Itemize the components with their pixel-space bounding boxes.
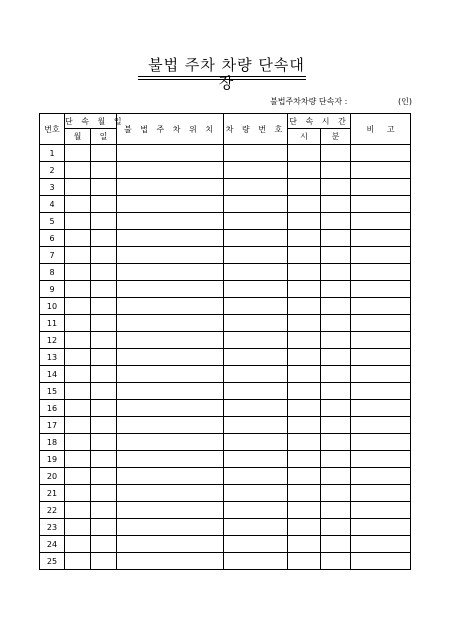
location-cell[interactable] [117,281,224,298]
location-cell[interactable] [117,162,224,179]
hour-cell[interactable] [288,332,321,349]
remarks-cell[interactable] [351,264,411,281]
month-cell[interactable] [65,281,91,298]
remarks-cell[interactable] [351,400,411,417]
minute-cell[interactable] [321,485,351,502]
table-row [40,213,411,230]
month-cell[interactable] [65,315,91,332]
day-cell[interactable] [91,179,117,196]
row-number: 19 [40,451,65,468]
month-cell[interactable] [65,230,91,247]
header-enforcement-date: 단 속 월 일 [65,114,117,129]
remarks-cell[interactable] [351,332,411,349]
month-cell[interactable] [65,213,91,230]
table-row [40,536,411,553]
header-vehicle-number: 차 량 번 호 [224,114,288,145]
location-cell[interactable] [117,315,224,332]
hour-cell[interactable] [288,179,321,196]
minute-cell[interactable] [321,162,351,179]
vehicle-number-cell[interactable] [224,179,288,196]
hour-cell[interactable] [288,400,321,417]
vehicle-number-cell[interactable] [224,553,288,570]
remarks-cell[interactable] [351,485,411,502]
minute-cell[interactable] [321,298,351,315]
vehicle-number-cell[interactable] [224,536,288,553]
day-cell[interactable] [91,451,117,468]
row-number: 2 [40,162,65,179]
month-cell[interactable] [65,383,91,400]
vehicle-number-cell[interactable] [224,451,288,468]
day-cell[interactable] [91,502,117,519]
row-number: 11 [40,315,65,332]
month-cell[interactable] [65,434,91,451]
remarks-cell[interactable] [351,366,411,383]
vehicle-number-cell[interactable] [224,502,288,519]
minute-cell[interactable] [321,145,351,162]
hour-cell[interactable] [288,349,321,366]
hour-cell[interactable] [288,264,321,281]
remarks-cell[interactable] [351,213,411,230]
parking-enforcement-table [39,113,411,570]
month-cell[interactable] [65,451,91,468]
day-cell[interactable] [91,553,117,570]
location-cell[interactable] [117,468,224,485]
table-row [40,519,411,536]
row-number: 10 [40,298,65,315]
vehicle-number-cell[interactable] [224,417,288,434]
minute-cell[interactable] [321,366,351,383]
vehicle-number-cell[interactable] [224,400,288,417]
month-cell[interactable] [65,468,91,485]
remarks-cell[interactable] [351,417,411,434]
minute-cell[interactable] [321,468,351,485]
remarks-cell[interactable] [351,145,411,162]
day-cell[interactable] [91,162,117,179]
minute-cell[interactable] [321,434,351,451]
location-cell[interactable] [117,485,224,502]
day-cell[interactable] [91,298,117,315]
minute-cell[interactable] [321,349,351,366]
header-day: 일 [91,129,117,145]
minute-cell[interactable] [321,264,351,281]
minute-cell[interactable] [321,247,351,264]
month-cell[interactable] [65,553,91,570]
minute-cell[interactable] [321,315,351,332]
day-cell[interactable] [91,400,117,417]
minute-cell[interactable] [321,400,351,417]
hour-cell[interactable] [288,145,321,162]
month-cell[interactable] [65,417,91,434]
row-number: 21 [40,485,65,502]
table-row [40,383,411,400]
vehicle-number-cell[interactable] [224,332,288,349]
row-number: 14 [40,366,65,383]
day-cell[interactable] [91,213,117,230]
hour-cell[interactable] [288,230,321,247]
day-cell[interactable] [91,468,117,485]
table-row [40,434,411,451]
hour-cell[interactable] [288,519,321,536]
remarks-cell[interactable] [351,451,411,468]
table-body [40,145,411,570]
header-minute: 분 [321,129,351,145]
remarks-cell[interactable] [351,298,411,315]
inspector-line [270,96,412,108]
month-cell[interactable] [65,298,91,315]
header-number: 번호 [40,114,65,145]
minute-cell[interactable] [321,536,351,553]
remarks-cell[interactable] [351,434,411,451]
day-cell[interactable] [91,264,117,281]
hour-cell[interactable] [288,485,321,502]
row-number: 3 [40,179,65,196]
day-cell[interactable] [91,281,117,298]
vehicle-number-cell[interactable] [224,349,288,366]
day-cell[interactable] [91,247,117,264]
remarks-cell[interactable] [351,519,411,536]
vehicle-number-cell[interactable] [224,281,288,298]
location-cell[interactable] [117,536,224,553]
vehicle-number-cell[interactable] [224,485,288,502]
hour-cell[interactable] [288,536,321,553]
table-row [40,451,411,468]
day-cell[interactable] [91,519,117,536]
table-row [40,145,411,162]
day-cell[interactable] [91,434,117,451]
month-cell[interactable] [65,247,91,264]
hour-cell[interactable] [288,553,321,570]
location-cell[interactable] [117,400,224,417]
location-cell[interactable] [117,553,224,570]
location-cell[interactable] [117,179,224,196]
day-cell[interactable] [91,315,117,332]
hour-cell[interactable] [288,315,321,332]
day-cell[interactable] [91,536,117,553]
location-cell[interactable] [117,383,224,400]
location-cell[interactable] [117,213,224,230]
month-cell[interactable] [65,536,91,553]
row-number: 12 [40,332,65,349]
vehicle-number-cell[interactable] [224,366,288,383]
vehicle-number-cell[interactable] [224,162,288,179]
location-cell[interactable] [117,196,224,213]
month-cell[interactable] [65,519,91,536]
remarks-cell[interactable] [351,196,411,213]
location-cell[interactable] [117,434,224,451]
day-cell[interactable] [91,417,117,434]
row-number: 6 [40,230,65,247]
month-cell[interactable] [65,485,91,502]
vehicle-number-cell[interactable] [224,315,288,332]
minute-cell[interactable] [321,196,351,213]
vehicle-number-cell[interactable] [224,213,288,230]
vehicle-number-cell[interactable] [224,196,288,213]
row-number: 16 [40,400,65,417]
minute-cell[interactable] [321,383,351,400]
day-cell[interactable] [91,383,117,400]
hour-cell[interactable] [288,298,321,315]
remarks-cell[interactable] [351,383,411,400]
row-number: 8 [40,264,65,281]
table-row [40,264,411,281]
header-location: 불 법 주 차 위 치 [117,114,224,145]
day-cell[interactable] [91,230,117,247]
title-underline-bottom [138,79,306,80]
header-remarks: 비 고 [351,114,411,145]
row-number: 22 [40,502,65,519]
header-month: 월 [65,129,91,145]
table-row [40,417,411,434]
hour-cell[interactable] [288,383,321,400]
row-number: 20 [40,468,65,485]
location-cell[interactable] [117,519,224,536]
table-row [40,468,411,485]
day-cell[interactable] [91,485,117,502]
minute-cell[interactable] [321,502,351,519]
day-cell[interactable] [91,332,117,349]
hour-cell[interactable] [288,451,321,468]
table-row [40,553,411,570]
location-cell[interactable] [117,417,224,434]
remarks-cell[interactable] [351,162,411,179]
row-number: 18 [40,434,65,451]
remarks-cell[interactable] [351,281,411,298]
row-number: 1 [40,145,65,162]
month-cell[interactable] [65,332,91,349]
month-cell[interactable] [65,162,91,179]
row-number: 23 [40,519,65,536]
location-cell[interactable] [117,451,224,468]
location-cell[interactable] [117,332,224,349]
location-cell[interactable] [117,349,224,366]
remarks-cell[interactable] [351,230,411,247]
remarks-cell[interactable] [351,349,411,366]
minute-cell[interactable] [321,332,351,349]
minute-cell[interactable] [321,553,351,570]
remarks-cell[interactable] [351,468,411,485]
location-cell[interactable] [117,145,224,162]
table-row [40,281,411,298]
table-row [40,485,411,502]
table-row [40,230,411,247]
hour-cell[interactable] [288,162,321,179]
table-row [40,502,411,519]
minute-cell[interactable] [321,519,351,536]
table-row [40,349,411,366]
month-cell[interactable] [65,179,91,196]
table-row [40,366,411,383]
minute-cell[interactable] [321,230,351,247]
header-enforcement-time: 단 속 시 간 [288,114,351,129]
vehicle-number-cell[interactable] [224,264,288,281]
row-number: 25 [40,553,65,570]
location-cell[interactable] [117,264,224,281]
row-number: 9 [40,281,65,298]
hour-cell[interactable] [288,247,321,264]
table-row [40,332,411,349]
hour-cell[interactable] [288,213,321,230]
row-number: 4 [40,196,65,213]
month-cell[interactable] [65,145,91,162]
inspector-label: 불법주차차량 단속자 : [270,97,348,106]
seal-mark: (인) [398,97,412,106]
location-cell[interactable] [117,366,224,383]
day-cell[interactable] [91,366,117,383]
vehicle-number-cell[interactable] [224,298,288,315]
table-row [40,247,411,264]
location-cell[interactable] [117,502,224,519]
remarks-cell[interactable] [351,179,411,196]
location-cell[interactable] [117,298,224,315]
hour-cell[interactable] [288,417,321,434]
minute-cell[interactable] [321,179,351,196]
month-cell[interactable] [65,400,91,417]
vehicle-number-cell[interactable] [224,145,288,162]
day-cell[interactable] [91,145,117,162]
document-title: 불법 주차 차량 단속대장 [148,56,305,92]
month-cell[interactable] [65,196,91,213]
hour-cell[interactable] [288,468,321,485]
hour-cell[interactable] [288,196,321,213]
hour-cell[interactable] [288,434,321,451]
remarks-cell[interactable] [351,502,411,519]
minute-cell[interactable] [321,417,351,434]
table-row [40,298,411,315]
location-cell[interactable] [117,230,224,247]
table-row [40,315,411,332]
header-hour: 시 [288,129,321,145]
table-row [40,179,411,196]
hour-cell[interactable] [288,281,321,298]
remarks-cell[interactable] [351,553,411,570]
vehicle-number-cell[interactable] [224,383,288,400]
vehicle-number-cell[interactable] [224,434,288,451]
month-cell[interactable] [65,349,91,366]
minute-cell[interactable] [321,213,351,230]
row-number: 7 [40,247,65,264]
row-number: 13 [40,349,65,366]
minute-cell[interactable] [321,281,351,298]
table-row [40,162,411,179]
remarks-cell[interactable] [351,247,411,264]
minute-cell[interactable] [321,451,351,468]
vehicle-number-cell[interactable] [224,247,288,264]
month-cell[interactable] [65,264,91,281]
remarks-cell[interactable] [351,536,411,553]
table-row [40,196,411,213]
row-number: 17 [40,417,65,434]
day-cell[interactable] [91,196,117,213]
hour-cell[interactable] [288,366,321,383]
vehicle-number-cell[interactable] [224,519,288,536]
vehicle-number-cell[interactable] [224,468,288,485]
month-cell[interactable] [65,502,91,519]
title-underline-top [138,76,306,77]
row-number: 5 [40,213,65,230]
hour-cell[interactable] [288,502,321,519]
location-cell[interactable] [117,247,224,264]
row-number: 24 [40,536,65,553]
remarks-cell[interactable] [351,315,411,332]
day-cell[interactable] [91,349,117,366]
month-cell[interactable] [65,366,91,383]
vehicle-number-cell[interactable] [224,230,288,247]
table-row [40,400,411,417]
row-number: 15 [40,383,65,400]
